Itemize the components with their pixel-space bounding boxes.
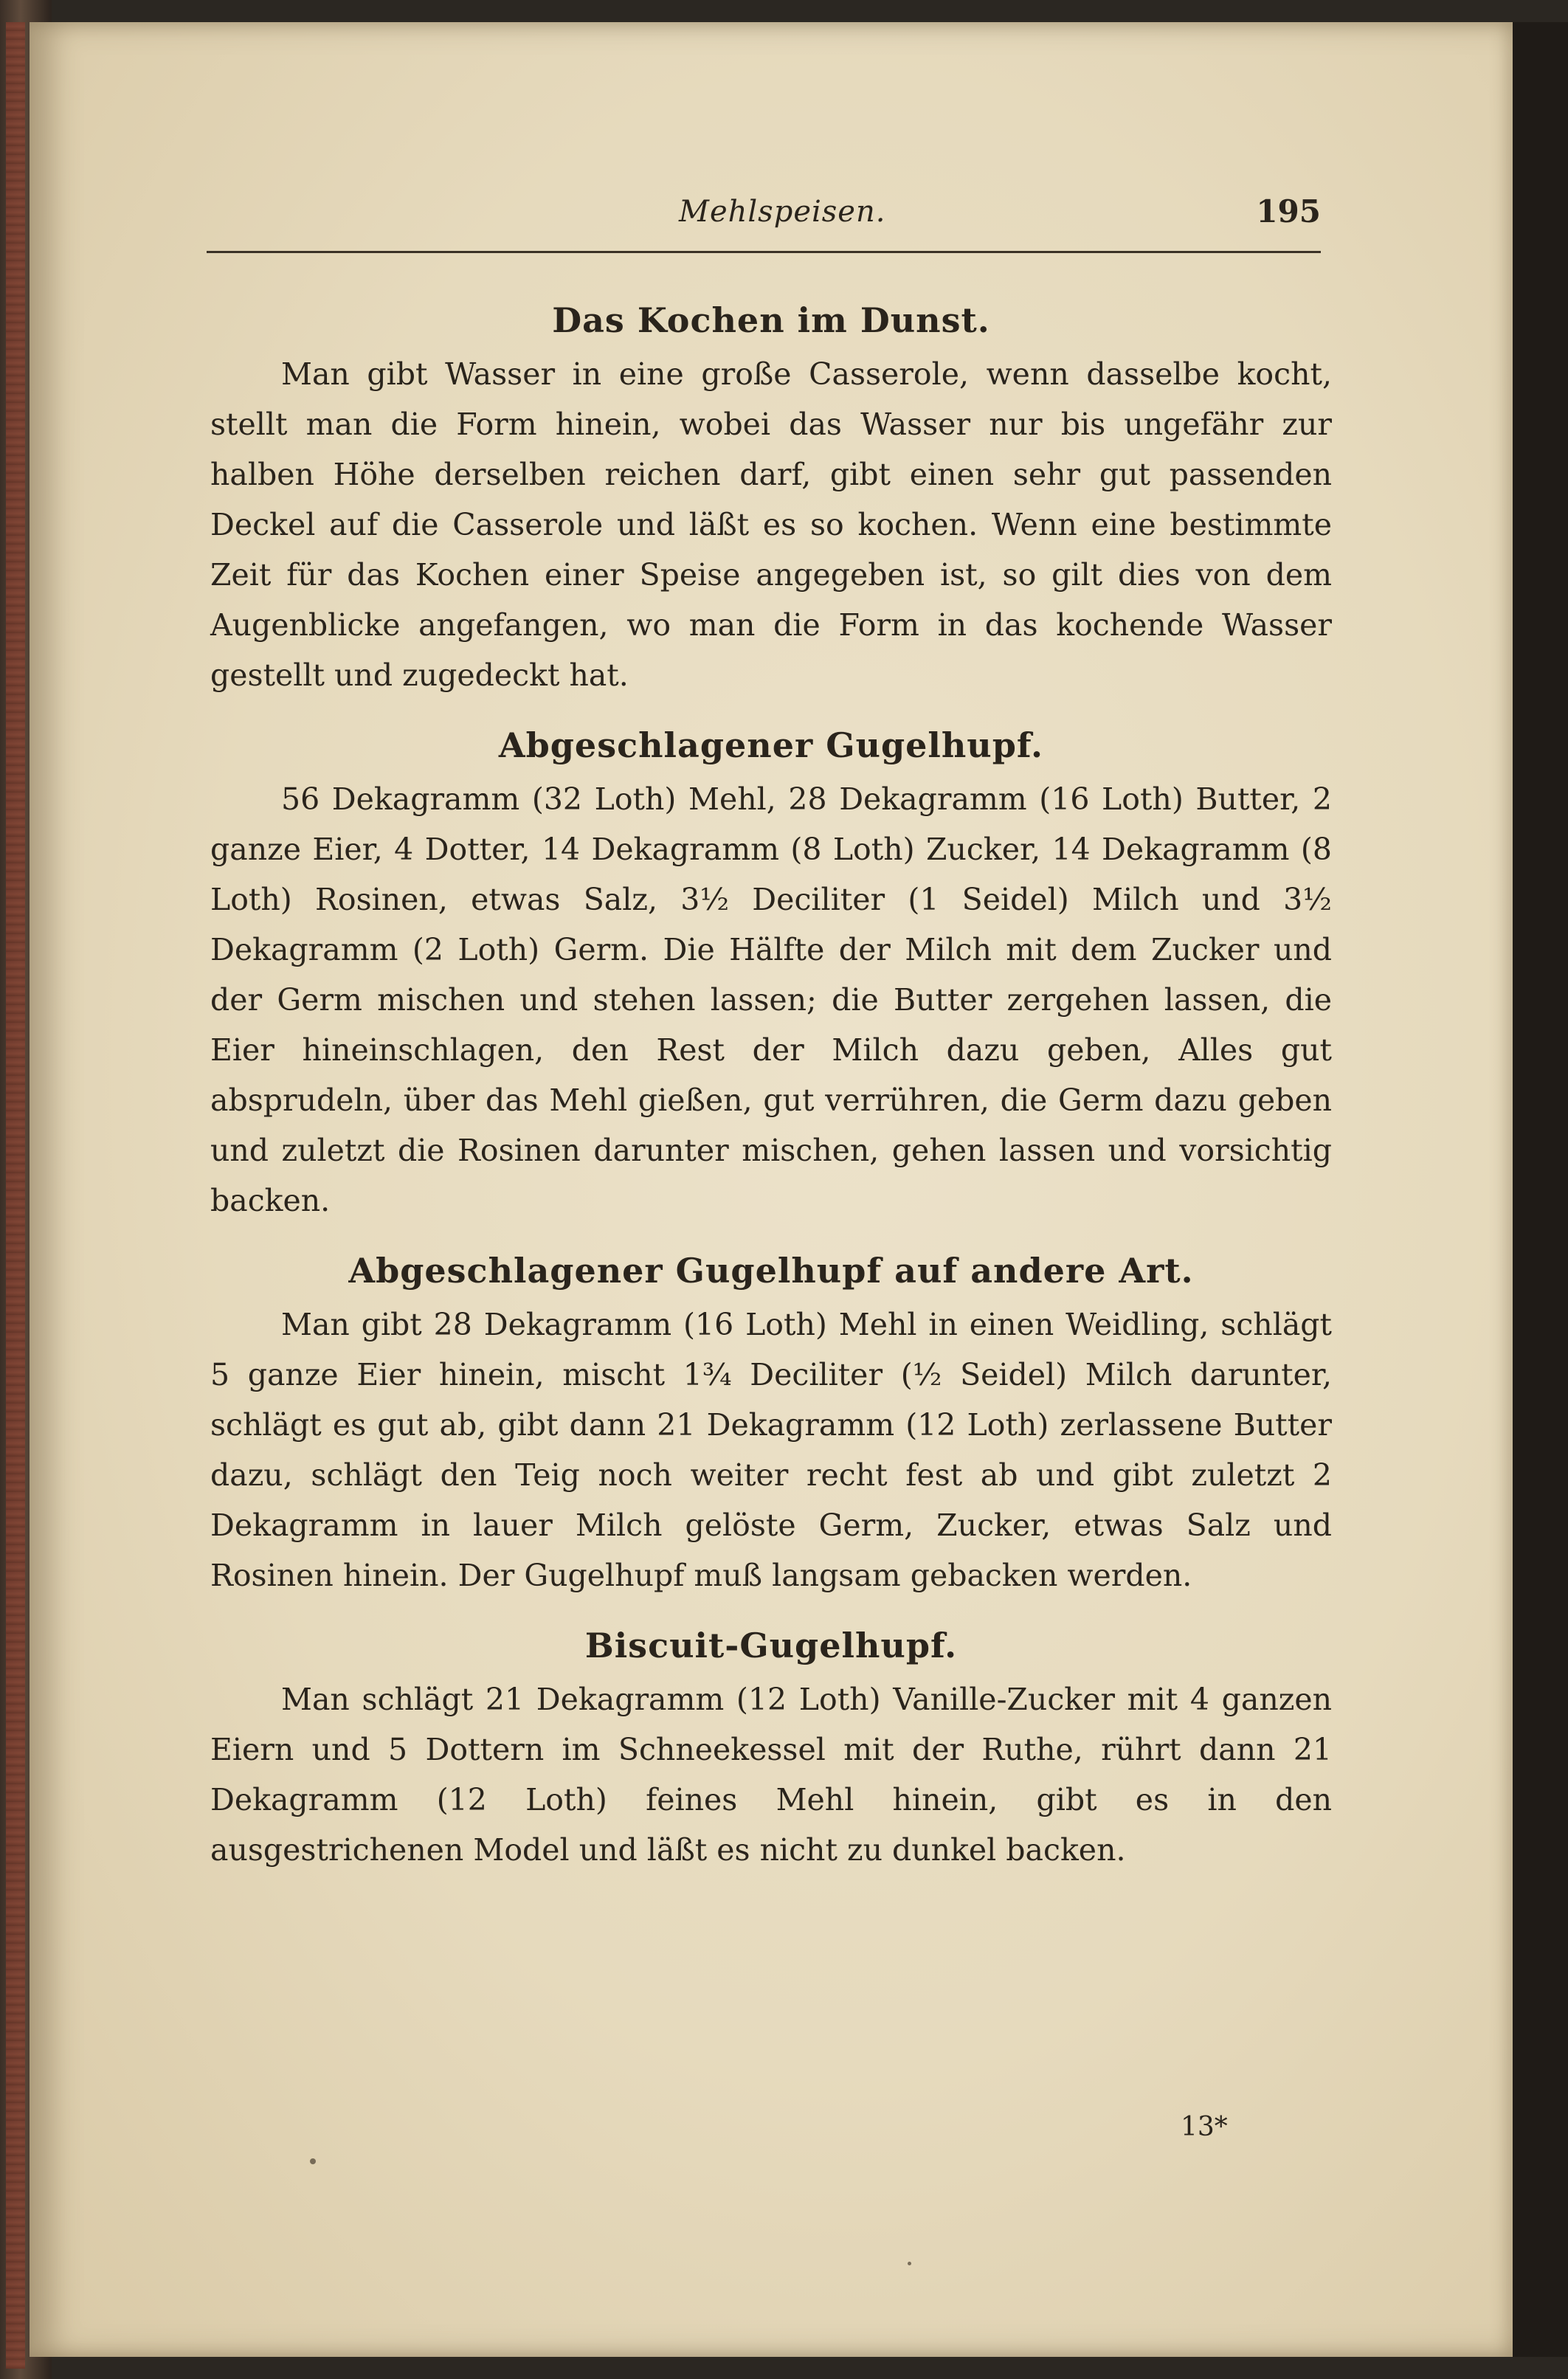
printer-signature-mark: 13*	[1181, 2112, 1228, 2142]
section-title-biscuit-gugelhupf: Biscuit-Gugelhupf.	[584, 1626, 958, 1665]
spacer	[210, 700, 1332, 717]
section-text-abgeschlagener-gugelhupf: 56 Dekagramm (32 Loth) Mehl, 28 Dekagramm (16 Loth) Butter, 2 ganze Eier, 4 Dotter, 14 Dekagramm (8 Loth) Zucker, 14 Dekagramm (8 Loth) Rosinen, etwas Salz, 3½ Deciliter (1 Seidel) Milch und 3½ Dekagramm (2 Loth) Germ. Die Hälfte der Milch mit dem Zucker und der Germ mischen und stehen lassen; die Butter zergehen lassen, die Eier hineinschlagen, den Rest der Milch dazu geben, Alles gut absprudeln, über das Mehl gießen, gut verrühren, die Germ dazu geben und zuletzt die Rosinen darunter mischen, gehen lassen und vorsichtig backen.	[210, 781, 1332, 1218]
section-title-gugelhupf-andere-art: Abgeschlagener Gugelhupf auf andere Art.	[348, 1251, 1194, 1291]
book-spine-strip	[6, 22, 25, 2369]
paper-speck	[310, 2158, 316, 2164]
section-title-kochen-im-dunst: Das Kochen im Dunst.	[552, 300, 990, 340]
page-sheet	[30, 22, 1513, 2357]
paper-speck	[908, 2262, 911, 2265]
page-header	[177, 186, 1321, 252]
section-text-kochen-im-dunst: Man gibt Wasser in eine große Casserole, wenn dasselbe kocht, stellt man die Form hinein, wobei das Wasser nur bis ungefähr zur halben Höhe derselben reichen darf, gibt einen sehr gut passenden Deckel auf die Casserole und läßt es so kochen. Wenn eine bestimmte Zeit für das Kochen einer Speise angegeben ist, so gilt dies von dem Augenblicke angefangen, wo man die Form in das kochende Wasser gestellt und zugedeckt hat.	[210, 356, 1332, 693]
scan-background-edge	[1513, 22, 1568, 2357]
header-rule	[207, 251, 1321, 253]
section-title-abgeschlagener-gugelhupf: Abgeschlagener Gugelhupf.	[498, 725, 1044, 765]
section-text-biscuit-gugelhupf: Man schlägt 21 Dekagramm (12 Loth) Vanille-Zucker mit 4 ganzen Eiern und 5 Dottern im Schneekessel mit der Ruthe, rührt dann 21 Dekagramm (12 Loth) feines Mehl hinein, gibt es in den ausgestrichenen Model und läßt es nicht zu dunkel backen.	[210, 1682, 1332, 1868]
page-content	[210, 291, 1332, 1875]
spacer	[210, 1601, 1332, 1617]
running-title: Mehlspeisen.	[679, 195, 886, 229]
section-text-gugelhupf-andere-art: Man gibt 28 Dekagramm (16 Loth) Mehl in einen Weidling, schlägt 5 ganze Eier hinein, mischt 1¾ Deciliter (½ Seidel) Milch darunter, schlägt es gut ab, gibt dann 21 Dekagramm (12 Loth) zerlassene Butter dazu, schlägt den Teig noch weiter recht fest ab und gibt zuletzt 2 Dekagramm in lauer Milch gelöste Germ, Zucker, etwas Salz und Rosinen hinein. Der Gugelhupf muß langsam gebacken werden.	[210, 1307, 1332, 1593]
page-number: 195	[1256, 193, 1321, 229]
spacer	[210, 1226, 1332, 1242]
